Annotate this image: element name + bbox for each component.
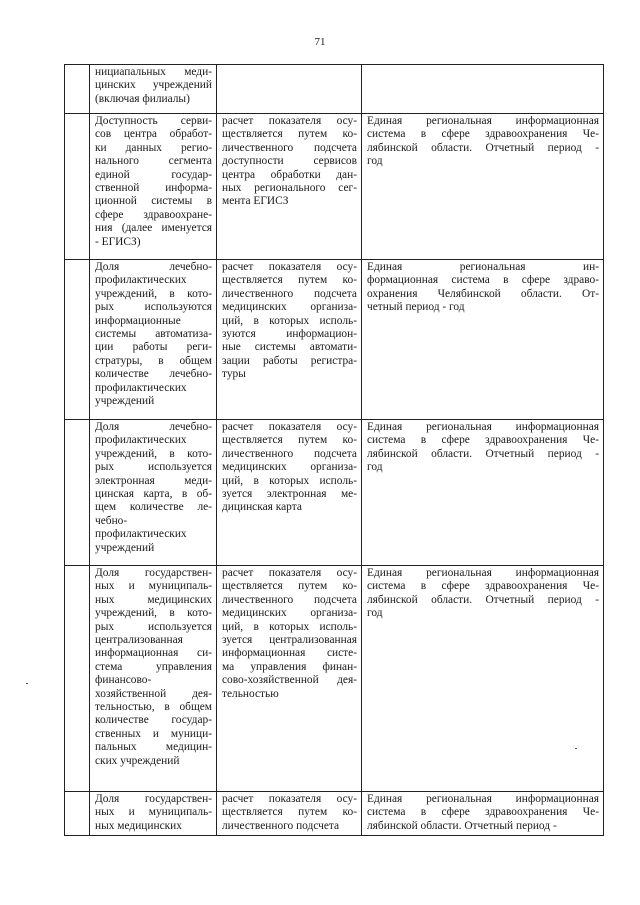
text-line: расчет показателя осу-: [222, 421, 357, 433]
text-line: Единая региональная информационная: [367, 567, 599, 579]
text-line: расчет показателя осу-: [222, 115, 357, 127]
text-line: единой государ-: [95, 168, 212, 181]
text-line: доступности сервисов: [222, 155, 357, 168]
text-line: информационные: [95, 314, 181, 327]
text-line: ций, в которых исполь-: [222, 474, 357, 487]
text-line: ных и муниципаль-: [95, 806, 212, 819]
text-line: мента ЕГИСЗ: [222, 195, 289, 208]
text-line: Единая региональная информационная: [367, 421, 599, 433]
text-line: ских учреждений: [95, 754, 180, 767]
indicator-cell: [90, 65, 217, 114]
text-line: сово-хозяйственной дея-: [222, 674, 357, 687]
text-line: ций, в которых исполь-: [222, 314, 357, 327]
text-line: Единая региональная информационная: [367, 793, 599, 805]
source-cell: [362, 566, 604, 792]
text-line: электронная меди-: [95, 474, 212, 487]
table-row: [65, 420, 604, 566]
text-line: ществляется путем ко-: [222, 580, 357, 593]
indicator-cell: [90, 260, 217, 420]
text-line: расчет показателя осу-: [222, 793, 357, 805]
row-number-cell: [65, 792, 90, 836]
method-cell: [217, 792, 362, 836]
text-line: год: [367, 155, 383, 168]
source-cell: [362, 792, 604, 836]
text-line: рых используется: [95, 461, 212, 474]
text-line: Доля государствен-: [95, 567, 212, 579]
text-line: медицинских организа-: [222, 461, 357, 474]
text-line: зуются информацион-: [222, 328, 357, 341]
text-line: ных медицинских: [95, 593, 212, 606]
text-line: зации работы регистра-: [222, 354, 357, 367]
text-line: ных медицинских: [95, 819, 182, 832]
text-line: стема управления: [95, 660, 212, 673]
text-line: централизованная: [95, 634, 183, 647]
text-line: Доля лечебно-: [95, 421, 212, 433]
method-cell: [217, 65, 362, 114]
text-line: нального сегмента: [95, 155, 212, 168]
text-line: информационная си-: [95, 647, 212, 660]
text-line: цинская карта, в об-: [95, 488, 212, 501]
text-line: ные системы автомати-: [222, 341, 357, 354]
text-line: лябинской области. Отчетный период -: [367, 141, 599, 154]
text-line: центра обработки дан-: [222, 168, 357, 181]
text-line: туры: [222, 368, 246, 381]
text-line: лябинской области. Отчетный период -: [367, 819, 557, 832]
source-cell: [362, 420, 604, 566]
text-line: щем количестве ле-: [95, 501, 212, 514]
indicator-cell: [90, 420, 217, 566]
text-line: хозяйственной дея-: [95, 687, 212, 700]
text-line: Единая региональная ин-: [367, 261, 599, 273]
text-line: тельностью: [222, 687, 279, 700]
text-line: пальных медицин-: [95, 741, 212, 754]
table-row: [65, 65, 604, 114]
indicator-cell: [90, 792, 217, 836]
text-line: ния (далее именуется: [95, 222, 212, 235]
text-line: расчет показателя осу-: [222, 261, 357, 273]
indicator-cell: [90, 566, 217, 792]
text-line: ционной системы в: [95, 195, 212, 208]
text-line: информационная систе-: [222, 647, 357, 660]
source-cell: [362, 260, 604, 420]
text-line: зуется электронная ме-: [222, 488, 357, 501]
text-line: ных и муниципаль-: [95, 580, 212, 593]
text-line: профилактических: [95, 528, 187, 541]
text-line: - ЕГИСЗ): [95, 235, 141, 248]
text-line: ществляется путем ко-: [222, 806, 357, 819]
text-line: год: [367, 607, 383, 620]
text-line: ществляется путем ко-: [222, 434, 357, 447]
text-line: профилактических: [95, 381, 187, 394]
text-line: год: [367, 461, 383, 474]
text-line: охранения Челябинской области. От-: [367, 287, 599, 300]
text-line: ций, в которых исполь-: [222, 620, 357, 633]
text-line: количестве лечебно-: [95, 368, 212, 381]
text-line: медицинских организа-: [222, 607, 357, 620]
text-line: цинских учреждений: [95, 79, 212, 92]
text-line: сфере здравоохране-: [95, 208, 212, 221]
text-line: количестве государ-: [95, 714, 212, 727]
table-row: [65, 260, 604, 420]
text-line: Доступность серви-: [95, 115, 212, 127]
text-line: ществляется путем ко-: [222, 274, 357, 287]
text-line: ки данных регио-: [95, 141, 212, 154]
table-row: [65, 792, 604, 836]
text-line: медицинских организа-: [222, 301, 357, 314]
text-line: учреждений, в кото-: [95, 447, 212, 460]
text-line: зуется централизованная: [222, 634, 357, 647]
text-line: учреждений: [95, 541, 155, 554]
text-line: Доля государствен-: [95, 793, 212, 805]
scan-speck: [575, 748, 577, 749]
text-line: учреждений: [95, 395, 155, 408]
table-row: [65, 566, 604, 792]
text-line: система в сфере здравоохранения Че-: [367, 434, 599, 447]
table-row: [65, 114, 604, 260]
text-line: рых используется: [95, 620, 212, 633]
text-line: личественного подсчета: [222, 141, 357, 154]
text-line: система в сфере здравоохранения Че-: [367, 128, 599, 141]
indicators-table: [64, 64, 604, 836]
row-number-cell: [65, 65, 90, 114]
text-line: стратуры, в общем: [95, 354, 212, 367]
text-line: система в сфере здравоохранения Че-: [367, 806, 599, 819]
scan-speck: [26, 683, 28, 684]
method-cell: [217, 566, 362, 792]
text-line: личественного подсчета: [222, 447, 357, 460]
row-number-cell: [65, 420, 90, 566]
text-line: ществляется путем ко-: [222, 128, 357, 141]
text-line: тельностью, в общем: [95, 701, 212, 714]
text-line: расчет показателя осу-: [222, 567, 357, 579]
text-line: (включая филиалы): [95, 92, 190, 105]
method-cell: [217, 420, 362, 566]
text-line: профилактических: [95, 274, 187, 287]
source-cell: [362, 114, 604, 260]
page-number: 71: [314, 36, 326, 48]
text-line: Доля лечебно-: [95, 261, 212, 273]
row-number-cell: [65, 260, 90, 420]
method-cell: [217, 260, 362, 420]
text-line: личественного подсчета: [222, 593, 357, 606]
indicator-cell: [90, 114, 217, 260]
text-line: формационная система в сфере здраво-: [367, 274, 599, 287]
text-line: личественного подсчета: [222, 287, 357, 300]
text-line: ственной информа-: [95, 182, 212, 195]
text-line: системы автоматиза-: [95, 328, 212, 341]
text-line: финансово-: [95, 674, 152, 687]
text-line: лябинской области. Отчетный период -: [367, 447, 599, 460]
row-number-cell: [65, 114, 90, 260]
row-number-cell: [65, 566, 90, 792]
text-line: четный период - год: [367, 301, 465, 314]
source-cell: [362, 65, 604, 114]
text-line: Единая региональная информационная: [367, 115, 599, 127]
text-line: учреждений, в кото-: [95, 287, 212, 300]
text-line: профилактических: [95, 434, 187, 447]
text-line: дицинская карта: [222, 501, 302, 514]
text-line: ции работы реги-: [95, 341, 212, 354]
text-line: лябинской области. Отчетный период -: [367, 593, 599, 606]
text-line: чебно-: [95, 514, 128, 527]
text-line: учреждений, в кото-: [95, 607, 212, 620]
text-line: рых используются: [95, 301, 212, 314]
text-line: личественного подсчета: [222, 819, 340, 832]
method-cell: [217, 114, 362, 260]
text-line: ственных и муници-: [95, 727, 212, 740]
text-line: система в сфере здравоохранения Че-: [367, 580, 599, 593]
text-line: ма управления финан-: [222, 660, 357, 673]
text-line: ных регионального сег-: [222, 182, 357, 195]
text-line: сов центра обработ-: [95, 128, 212, 141]
text-line: нициапальных меди-: [95, 66, 212, 78]
